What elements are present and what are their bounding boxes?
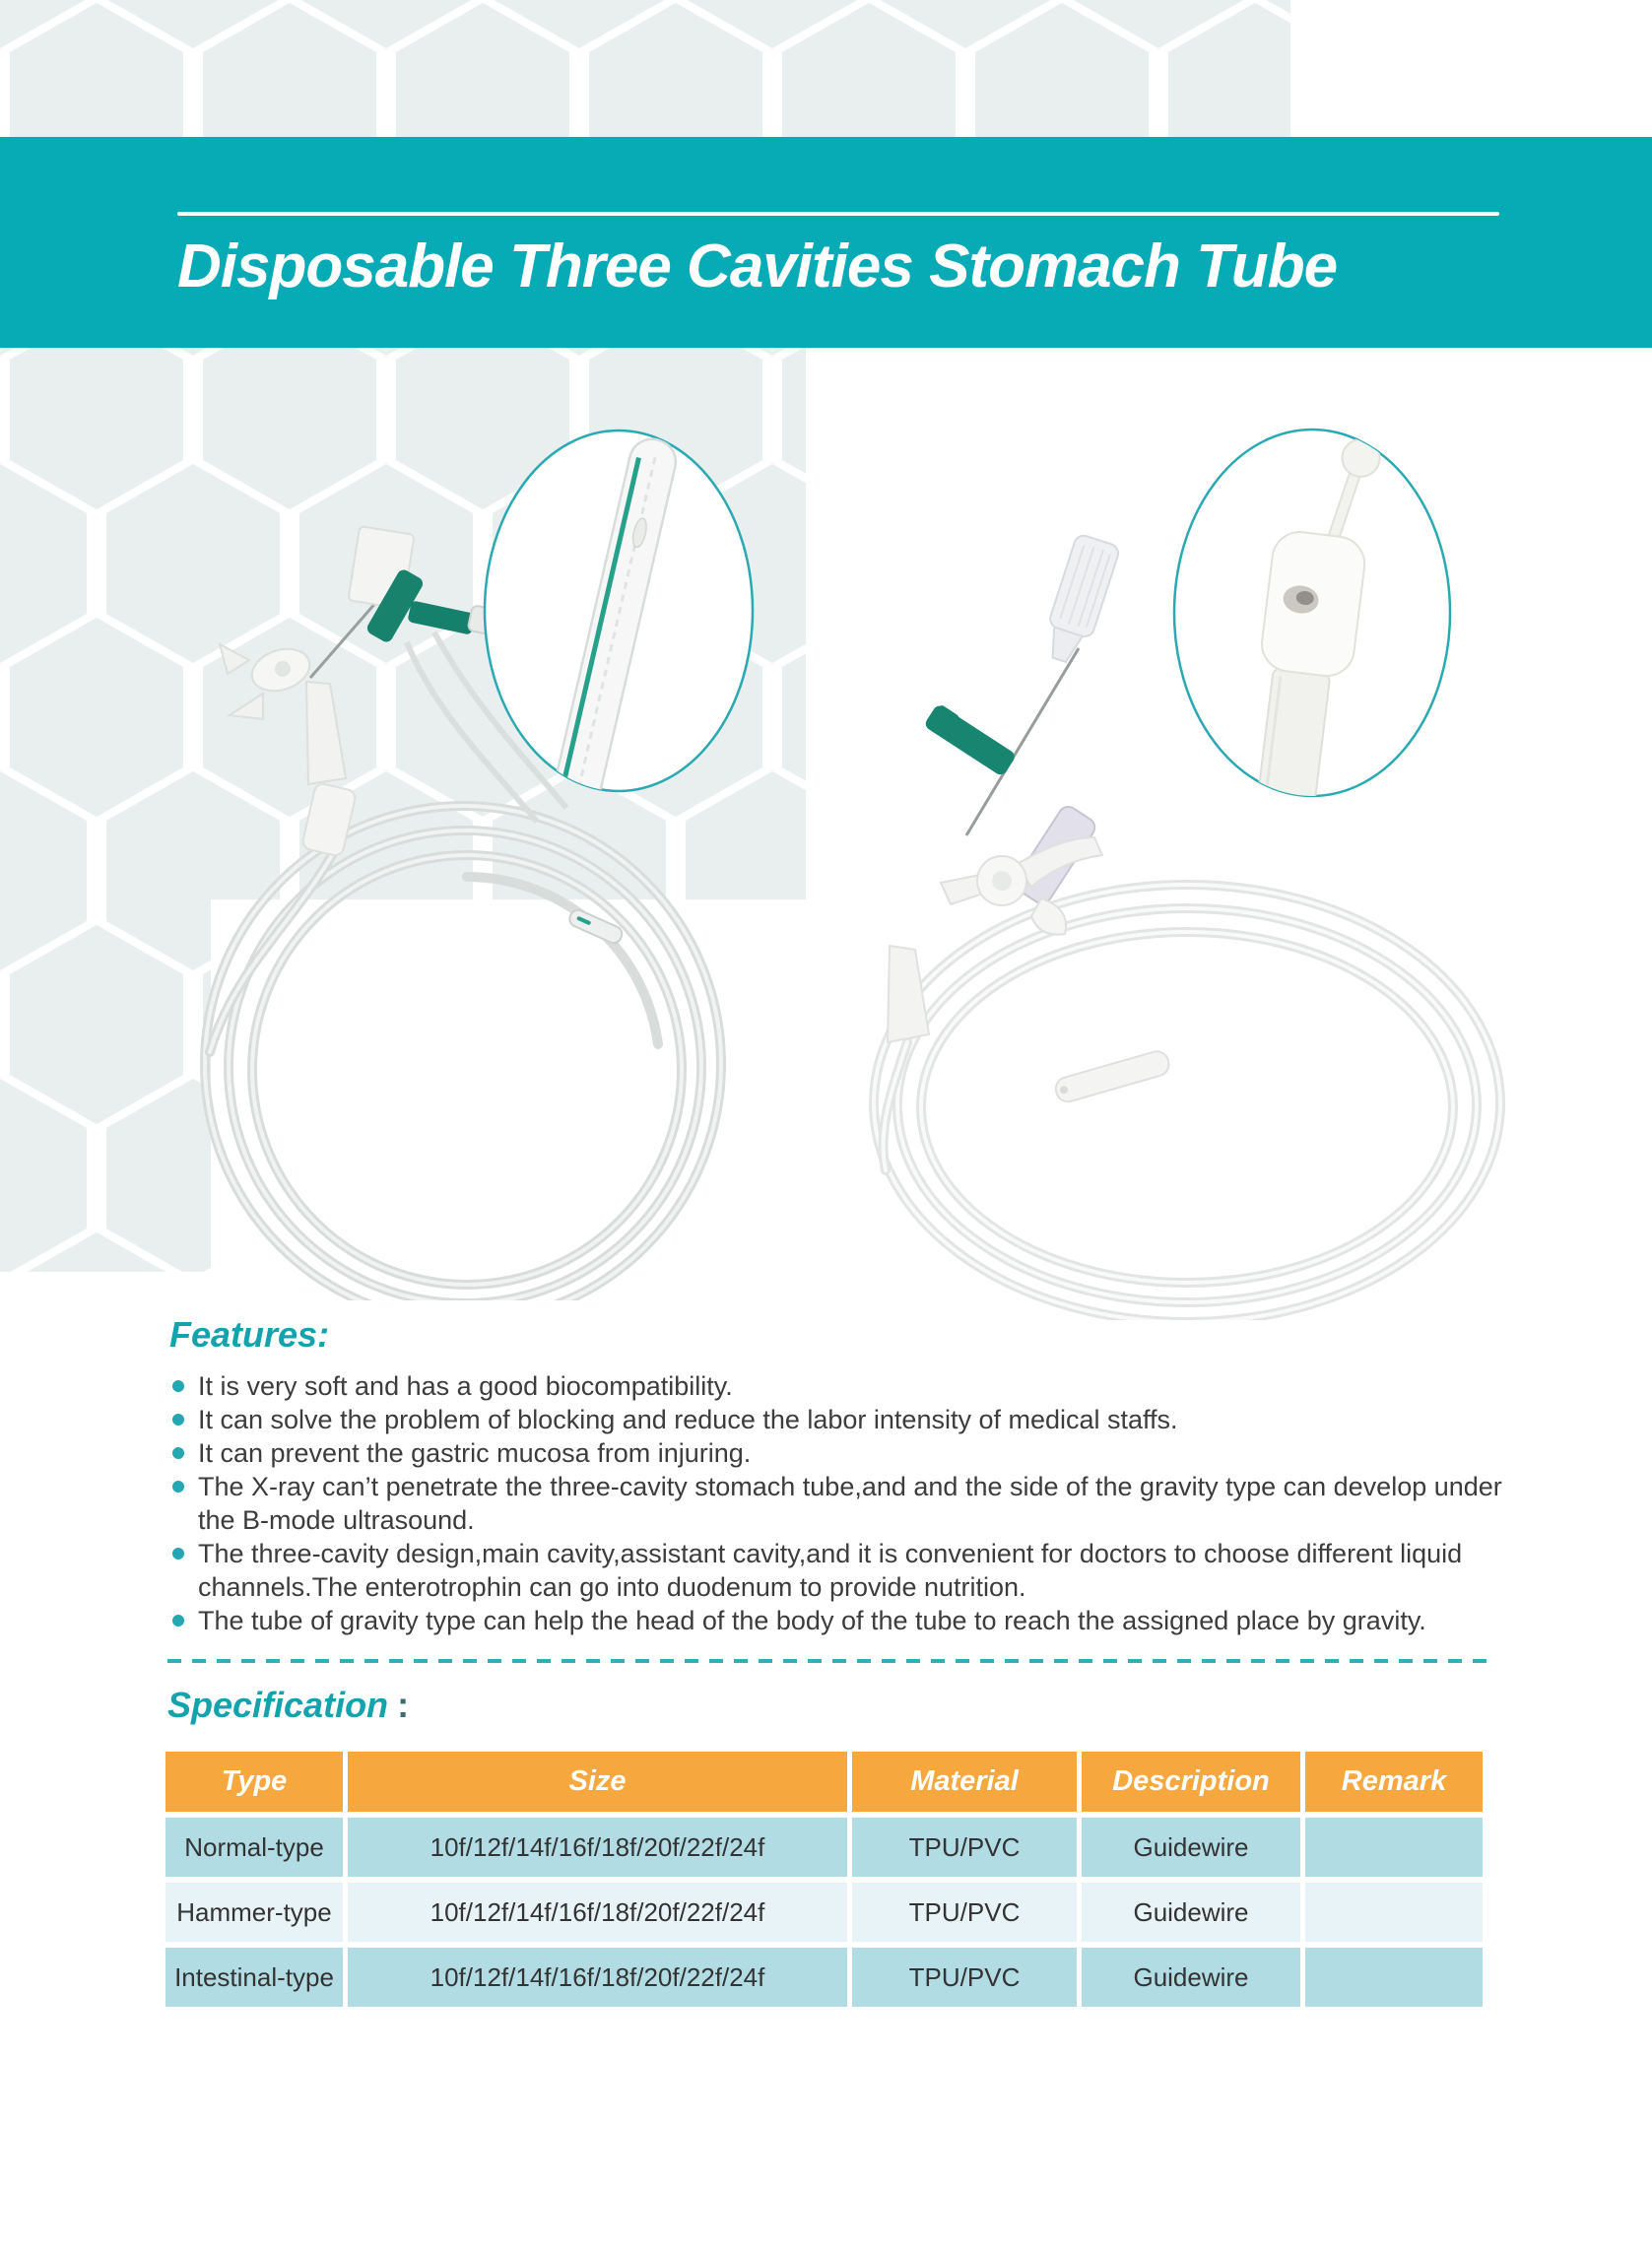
feature-text: The X-ray can’t penetrate the three-cavity stomach tube,and and the side of the gravity type can develop under the B-mode ultrasound. <box>198 1472 1502 1535</box>
hexagon-strip-top <box>0 0 1290 137</box>
cell-remark <box>1305 1818 1483 1877</box>
product-photo-gravity-type <box>832 414 1522 1320</box>
cell-size: 10f/12f/14f/16f/18f/20f/22f/24f <box>348 1948 847 2007</box>
tip-detail-magnifier <box>1174 430 1450 1000</box>
bullet-dot-icon <box>172 1380 184 1392</box>
title-underline <box>177 212 1499 216</box>
cell-material: TPU/PVC <box>852 1948 1077 2007</box>
column-header-material: Material <box>852 1752 1077 1812</box>
list-item <box>171 1403 1523 1436</box>
specification-table <box>165 1752 1483 2007</box>
feature-text: It can solve the problem of blocking and reduce the labor intensity of medical staffs. <box>198 1405 1178 1434</box>
feature-text: It is very soft and has a good biocompatibility. <box>198 1371 733 1401</box>
cell-material: TPU/PVC <box>852 1818 1077 1877</box>
cell-size: 10f/12f/14f/16f/18f/20f/22f/24f <box>348 1818 847 1877</box>
cell-size: 10f/12f/14f/16f/18f/20f/22f/24f <box>348 1883 847 1942</box>
column-header-description: Description <box>1082 1752 1300 1812</box>
guidewire <box>310 601 377 678</box>
column-header-type: Type <box>165 1752 343 1812</box>
features-heading: Features: <box>169 1314 330 1355</box>
title-banner <box>0 137 1652 348</box>
list-item <box>171 1604 1523 1637</box>
hub-cone <box>888 946 929 1042</box>
tube-coil <box>205 806 721 1300</box>
bullet-dot-icon <box>172 1548 184 1560</box>
specification-heading-colon: : <box>397 1685 410 1725</box>
tip-detail-magnifier <box>485 431 753 829</box>
cell-type: Normal-type <box>165 1818 343 1877</box>
bullet-dot-icon <box>172 1481 184 1493</box>
list-item <box>171 1470 1523 1537</box>
list-item <box>171 1369 1523 1403</box>
cell-type: Hammer-type <box>165 1883 343 1942</box>
hub-cone <box>306 682 346 784</box>
column-header-remark: Remark <box>1305 1752 1483 1812</box>
cell-description: Guidewire <box>1082 1883 1300 1942</box>
feature-text: The tube of gravity type can help the head of the body of the tube to reach the assigned place by gravity. <box>198 1606 1426 1635</box>
cell-remark <box>1305 1948 1483 2007</box>
list-item <box>171 1436 1523 1470</box>
dashed-divider <box>167 1659 1488 1663</box>
luer-cap <box>1038 533 1120 667</box>
page-title: Disposable Three Cavities Stomach Tube <box>177 232 1338 300</box>
tube-hub-and-clamps <box>888 533 1121 1042</box>
feature-text: The three-cavity design,main cavity,assistant cavity,and it is convenient for doctors to choose different liquid channels.The enterotrophin can go into duodenum to provide nutrition. <box>198 1539 1463 1602</box>
cell-remark <box>1305 1883 1483 1942</box>
clamp-green-icon <box>923 703 1017 777</box>
features-list <box>171 1369 1523 1637</box>
list-item <box>171 1537 1523 1604</box>
luer-cap-with-wings <box>220 642 315 719</box>
hub-handle <box>301 782 357 857</box>
gravity-tip <box>1053 1048 1171 1104</box>
cell-description: Guidewire <box>1082 1818 1300 1877</box>
cell-description: Guidewire <box>1082 1948 1300 2007</box>
feature-text: It can prevent the gastric mucosa from injuring. <box>198 1438 752 1468</box>
bullet-dot-icon <box>172 1615 184 1626</box>
specification-heading <box>167 1685 409 1726</box>
cell-material: TPU/PVC <box>852 1883 1077 1942</box>
bullet-dot-icon <box>172 1447 184 1459</box>
product-photo-normal-type <box>113 414 803 1300</box>
specification-heading-text: Specification <box>167 1685 389 1725</box>
cell-type: Intestinal-type <box>165 1948 343 2007</box>
tube-coil <box>874 885 1500 1320</box>
bullet-dot-icon <box>172 1414 184 1426</box>
column-header-size: Size <box>348 1752 847 1812</box>
